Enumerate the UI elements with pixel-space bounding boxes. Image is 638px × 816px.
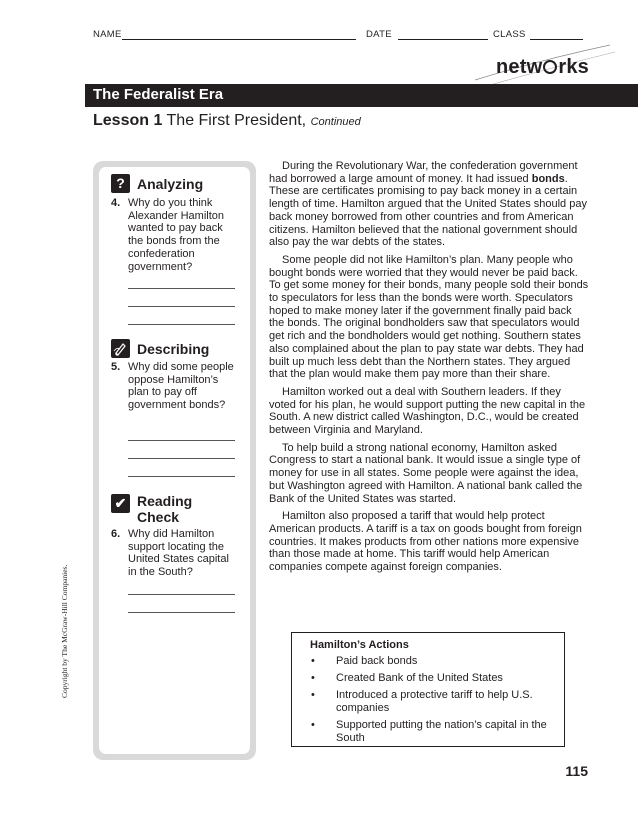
list-item: • Paid back bonds	[311, 655, 418, 667]
answer-line[interactable]	[128, 440, 235, 441]
question-6-text: Why did Hamilton support locating the United States capital in the South?	[128, 528, 229, 579]
paragraph-1: During the Revolutionary War, the confederation government had borrowed a large amount of money. It had issued bonds. These are certificates promising to pay back money in a certain length of time. Hamilton argued that the United States should pay back money borrowed from other countries and from American citizens. Hamilton believed that the national government should also pay the war debts of the states.	[269, 160, 587, 249]
name-label: NAME	[93, 29, 122, 40]
answer-line[interactable]	[128, 458, 235, 459]
answer-line[interactable]	[128, 288, 235, 289]
answer-line[interactable]	[128, 306, 235, 307]
hamilton-actions-list	[306, 655, 556, 749]
pencil-write-icon	[111, 339, 130, 358]
lesson-number: Lesson 1	[93, 112, 163, 129]
logo-o-icon	[543, 60, 557, 74]
checkmark-icon: ✔	[111, 494, 130, 513]
list-item: • Introduced a protective tariff to help U.S. companies	[311, 689, 533, 715]
page-number: 115	[565, 763, 588, 779]
paragraph-3: Hamilton worked out a deal with Southern leaders. If they voted for his plan, he would support putting the new capital in the South. A new district called Washington, D.C., would be created between Virginia and Maryland.	[269, 385, 586, 437]
main-text	[269, 160, 589, 579]
bullet-icon: •	[311, 719, 315, 732]
bullet-icon: •	[311, 672, 315, 685]
chapter-title: The Federalist Era	[93, 86, 224, 103]
question-mark-icon: ?	[111, 174, 130, 193]
answer-line[interactable]	[128, 594, 235, 595]
list-item: • Supported putting the nation’s capital in the South	[311, 719, 547, 745]
answer-line[interactable]	[128, 324, 235, 325]
paragraph-4: To help build a strong national economy, Hamilton asked Congress to start a national bank. It would issue a single type of money for use in all states. Some people were against the idea, but Washington agreed with Hamilton. A national bank called the Bank of the United States was started.	[269, 441, 583, 505]
reading-check-title: Reading Check	[137, 493, 193, 525]
list-item: • Created Bank of the United States	[311, 672, 503, 685]
bullet-icon: •	[311, 689, 315, 702]
paragraph-5: Hamilton also proposed a tariff that would help protect American products. A tariff is a tax on goods bought from foreign countries. It makes products from other nations more expensive than those made at home. This tariff would help American companies compete against foreign companies.	[269, 510, 582, 574]
answer-line[interactable]	[128, 476, 235, 477]
describing-title: Describing	[137, 341, 210, 357]
bullet-icon: •	[311, 655, 315, 667]
answer-line[interactable]	[128, 612, 235, 613]
networks-logo: netw rks	[496, 56, 589, 78]
question-5-text: Why did some people oppose Hamilton’s plan to pay off government bonds?	[128, 361, 234, 412]
lesson-title: The First President,	[166, 112, 307, 129]
class-label: CLASS	[493, 29, 526, 40]
question-4-number: 4.	[111, 197, 121, 209]
question-5-number: 5.	[111, 361, 121, 373]
date-label: DATE	[366, 29, 392, 40]
term-bonds: bonds	[531, 172, 565, 185]
copyright-notice: Copyright by The McGraw-Hill Companies.	[60, 564, 69, 698]
lesson-heading	[93, 112, 361, 130]
hamilton-actions-title: Hamilton’s Actions	[310, 639, 409, 651]
question-6-number: 6.	[111, 528, 121, 540]
question-4-text: Why do you think Alexander Hamilton wanted to pay back the bonds from the confederation government?	[128, 197, 224, 273]
paragraph-2: Some people did not like Hamilton’s plan. Many people who bought bonds were worried that they would never be paid back. To get some money for their bonds, many people sold their bonds to speculators for less than the bonds were worth. Speculators hoped to make money later if the government finally paid back the bonds. The original bondholders saw that speculators would get rich and the bondholders would get nothing. Southern states also complained about the plan to pay state war debts. They had built up much less debt than the Northern states. They argued that the plan would make them pay more than their share.	[269, 253, 589, 381]
analyzing-title: Analyzing	[137, 176, 204, 192]
lesson-continued: Continued	[310, 116, 361, 128]
name-line	[122, 39, 356, 40]
